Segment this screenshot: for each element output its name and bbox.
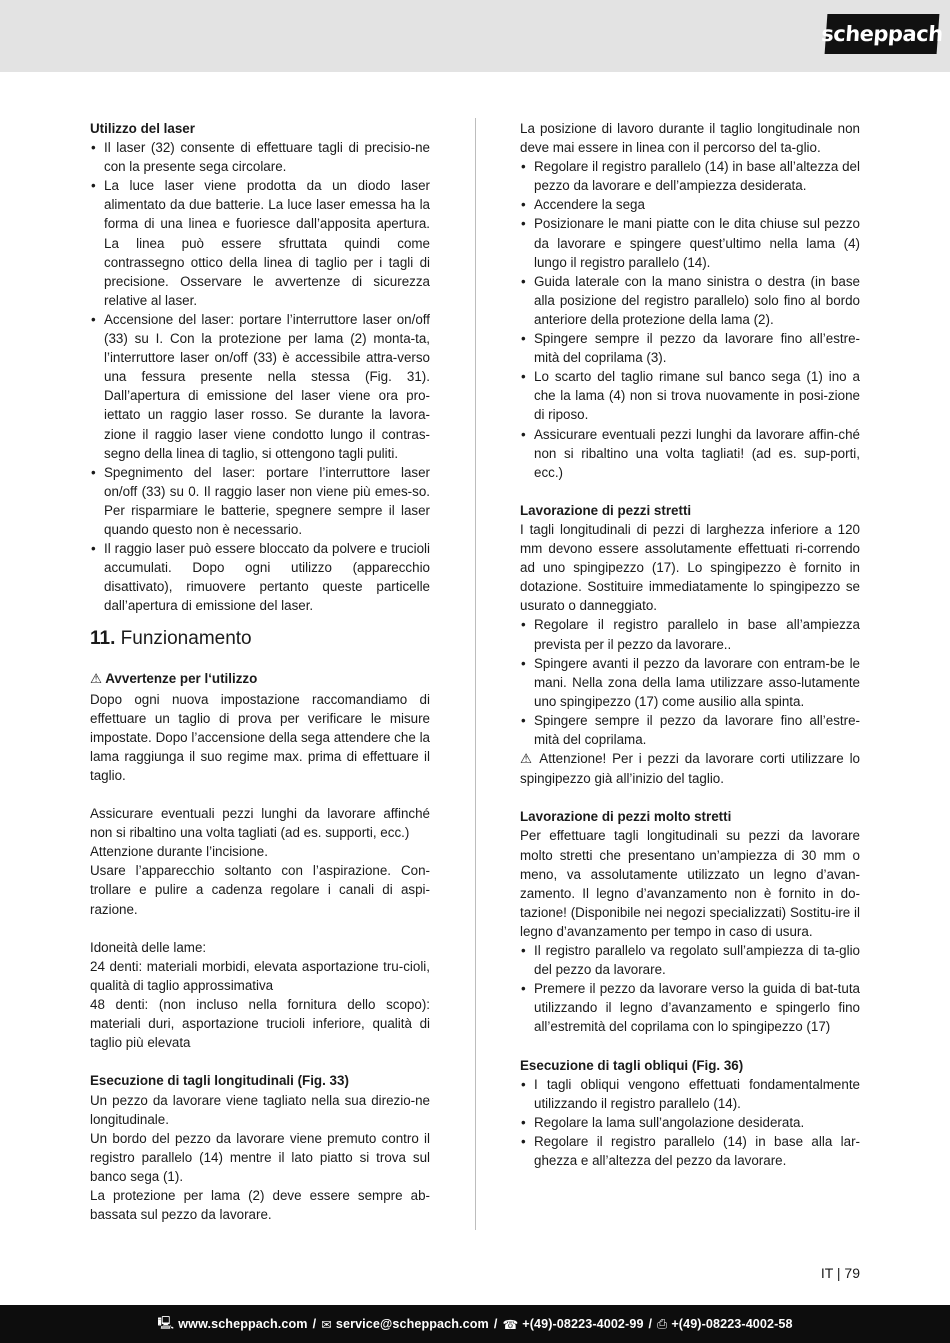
fax-number: +(49)-08223-4002-58 (671, 1317, 793, 1331)
phone-number: +(49)-08223-4002-99 (522, 1317, 644, 1331)
vnarrow-heading: Lavorazione di pezzi molto stretti (520, 809, 732, 825)
list-item: • Il raggio laser può essere bloccato da polvere e trucioli accumulati. Dopo ogni utilizzo (apparecchio disattivato), rimuovere pertanto queste particelle dall’apertura di emissione del laser. (90, 539, 430, 615)
paragraph: Assicurare eventuali pezzi lunghi da lavorare affinché non si ribaltino una volta tagliati (ad es. supporti, ecc.) (90, 806, 430, 841)
computer-icon: 🖳 (157, 1314, 175, 1330)
paragraph: Un pezzo da lavorare viene tagliato nella sua direzio-ne longitudinale. (90, 1092, 430, 1127)
list-item: • Spingere sempre il pezzo da lavorare fino all’estre-mità del coprilama. (520, 711, 860, 749)
longcut-heading: Esecuzione di tagli longitudinali (Fig. 33) (90, 1073, 349, 1089)
left-column (90, 119, 430, 1224)
right-column (520, 119, 860, 1170)
website-link[interactable]: www.scheppach.com (178, 1317, 308, 1331)
narrow-warning (520, 749, 860, 788)
vnarrow-list (520, 941, 860, 1036)
section-title (90, 627, 430, 651)
blades-intro: Idoneità delle lame: (90, 939, 207, 955)
paragraph: Per effettuare tagli longitudinali su pezzi da lavorare molto stretti che presentano un’ampiezza di 30 mm o meno, va assolutamente utilizzato un legno d’avan-zamento. Il legno d’avanzamento non è fornito in do-tazione! (Disponibile nei negozi specializzati) Sostitu-ire il legno d’avanzamento per tempo in caso di usura. (520, 828, 860, 939)
header-bar (0, 0, 950, 72)
oblique-heading: Esecuzione di tagli obliqui (Fig. 36) (520, 1057, 744, 1073)
list-item: • Accendere la sega (520, 195, 860, 214)
blades-24: 24 denti: materiali morbidi, elevata asportazione tru-cioli, qualità di taglio approssimativa (90, 958, 430, 993)
paragraph: Un bordo del pezzo da lavorare viene premuto contro il registro parallelo (14) mentre il lato piatto si trova sul banco sega (1). (90, 1130, 430, 1184)
blades-48: 48 denti: (non incluso nella fornitura dello scopo): materiali duri, asportazione trucioli inferiore, qualità di taglio più elevata (90, 997, 430, 1051)
list-item: • La luce laser viene prodotta da un diodo laser alimentato da due batterie. La luce laser emessa ha la forma di una linea e fuoriesce dall’apposita apertura. La linea può essere sfruttata quindi come contrassegno ottico della linea di taglio per i tagli di precisione. Osservare le avvertenze di sicurezza relative al laser. (90, 176, 430, 310)
fax-icon: ⎙ (657, 1316, 668, 1331)
footer-separator: / (312, 1317, 317, 1331)
list-item: • Guida laterale con la mano sinistra o destra (in base alla posizione del registro parallelo) solo fino al bordo anteriore della protezione della lama (2). (520, 272, 860, 329)
mail-icon: ✉ (321, 1316, 332, 1332)
longcut-list (520, 157, 860, 482)
phone-icon: ☎ (502, 1316, 519, 1332)
section-title-text: Funzionamento (120, 628, 252, 650)
narrow-warning-text: Attenzione! Per i pezzi da lavorare corti utilizzare lo spingipezzo già all’inizio del taglio. (520, 751, 860, 787)
list-item: • Spegnimento del laser: portare l’interruttore laser on/off (33) su 0. Il raggio laser non viene più emes-so. Per risparmiare le batterie, spegnere sempre il laser quando questo non è necessario. (90, 463, 430, 539)
list-item: • Posizionare le mani piatte con le dita chiuse sul pezzo da lavorare e spingere quest’ultimo nella lama (4) lungo il registro parallelo (14). (520, 214, 860, 271)
laser-list (90, 138, 430, 615)
warning-heading (90, 669, 430, 689)
warning-text: Dopo ogni nuova impostazione raccomandiamo di effettuare un taglio di prova per verificare le misure impostate. Dopo l’accensione della sega attendere che la lama raggiunga il suo regime max. prima di effettuare il taglio. (90, 691, 430, 783)
paragraph: Usare l’apparecchio soltanto con l’aspirazione. Con-trollare e pulire a cadenza regolare i canali di aspi-razione. (90, 863, 430, 917)
list-item: • Assicurare eventuali pezzi lunghi da lavorare affin-ché non si ribaltino una volta tagliati! (ad es. sup-porti, ecc.) (520, 425, 860, 482)
footer-separator: / (648, 1317, 653, 1331)
list-item: • Accensione del laser: portare l’interruttore laser on/off (33) su I. Con la protezione per lama (2) monta-ta, l’interruttore laser on/off (33) è accessibile attra-verso una fessura presente nella stessa (Fig. 31). Dall’apertura di emissione del laser viene ora pro-iettato un raggio laser rosso. Se durante la lavora-zione il raggio laser viene condotto lungo il contras-segno della linea di taglio, si ottengono tagli puliti. (90, 310, 430, 463)
list-item: • I tagli obliqui vengono effettuati fondamentalmente utilizzando il registro parallelo (14). (520, 1075, 860, 1113)
paragraph: I tagli longitudinali di pezzi di larghezza inferiore a 120 mm devono essere assolutamente effettuati ri-correndo ad uno spingipezzo (17). Lo spingipezzo è fornito in dotazione. Sostituire immediatamente lo spingipezzo se usurato o danneggiato. (520, 521, 860, 614)
paragraph: La posizione di lavoro durante il taglio longitudinale non deve mai essere in linea con il percorso del ta-glio. (520, 121, 860, 156)
narrow-heading: Lavorazione di pezzi stretti (520, 502, 692, 518)
paragraph: Attenzione durante l’incisione. (90, 844, 268, 860)
footer-bar (0, 1305, 950, 1343)
list-item: • Regolare la lama sull’angolazione desiderata. (520, 1113, 860, 1132)
list-item: • Spingere sempre il pezzo da lavorare fino all’estre-mità del coprilama (3). (520, 329, 860, 367)
list-item: • Lo scarto del taglio rimane sul banco sega (1) ino a che la lama (4) non si trova nuovamente in posi-zione di riposo. (520, 367, 860, 424)
list-item: • Il registro parallelo va regolato sull’ampiezza di ta-glio del pezzo da lavorare. (520, 941, 860, 979)
oblique-list (520, 1075, 860, 1170)
warning-icon: ⚠ (520, 752, 535, 768)
warning-icon: ⚠ (90, 672, 103, 688)
list-item: • Regolare il registro parallelo (14) in base all’altezza del pezzo da lavorare e dell’ampiezza desiderata. (520, 157, 860, 195)
narrow-list (520, 615, 860, 749)
footer-separator: / (493, 1317, 498, 1331)
warning-heading-text: Avvertenze per l‘utilizzo (105, 671, 258, 687)
list-item: • Regolare il registro parallelo in base all’ampiezza prevista per il pezzo da lavorare.. (520, 615, 860, 653)
page-number: IT | 79 (820, 1265, 860, 1281)
laser-heading: Utilizzo del laser (90, 121, 195, 136)
paragraph: La protezione per lama (2) deve essere sempre ab-bassata sul pezzo da lavorare. (90, 1187, 430, 1223)
section-number: 11. (90, 628, 116, 650)
list-item: • Premere il pezzo da lavorare verso la guida di bat-tuta utilizzando il legno d’avanzamento e spingerlo fino all’estremità del coprilama con lo spingipezzo (17) (520, 979, 860, 1036)
list-item: • Il laser (32) consente di effettuare tagli di precisio-ne con la presente sega circolare. (90, 138, 430, 176)
email-link[interactable]: service@scheppach.com (335, 1317, 489, 1331)
brand-logo: scheppach (825, 14, 940, 54)
list-item: • Spingere avanti il pezzo da lavorare con entram-be le mani. Nella zona della lama utilizzare asso-lutamente uno spingipezzo (17) come ausilio alla spinta. (520, 654, 860, 711)
column-divider (475, 118, 476, 1230)
list-item: • Regolare il registro parallelo (14) in base alla lar-ghezza e all’altezza del pezzo da lavorare. (520, 1132, 860, 1170)
